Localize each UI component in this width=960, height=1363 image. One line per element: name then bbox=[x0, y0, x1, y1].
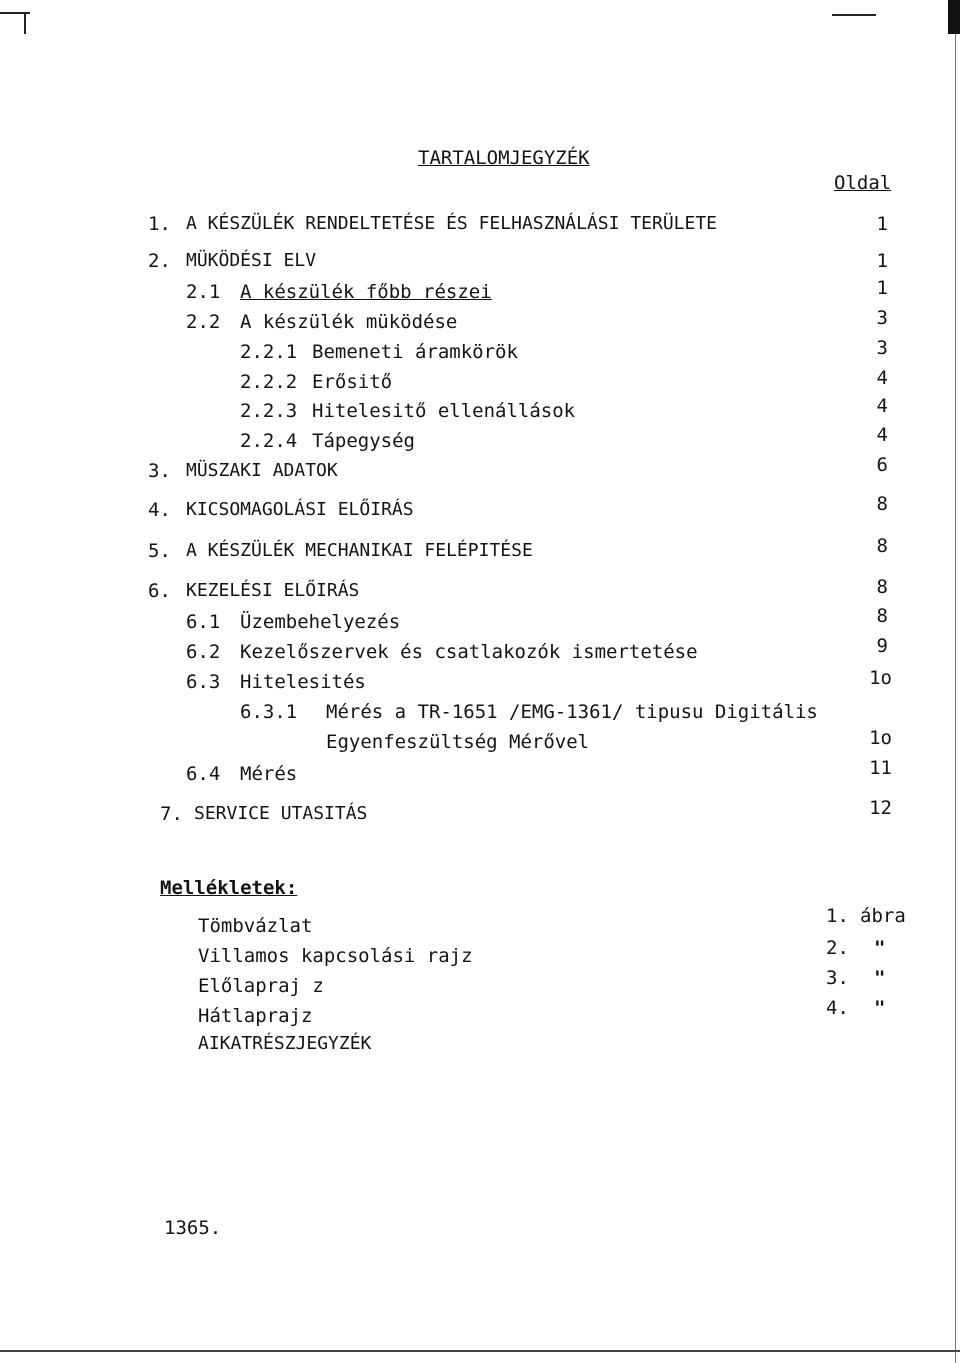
toc-num: 3. bbox=[148, 460, 171, 482]
attachment-type: " bbox=[874, 997, 886, 1019]
scan-edge-mark-top-left-vert bbox=[24, 12, 26, 34]
attachment-label: AIKATRÉSZJEGYZÉK bbox=[198, 1033, 372, 1054]
document-code: 1365. bbox=[164, 1217, 222, 1239]
toc-num: 2.2.2 bbox=[240, 371, 298, 393]
attachment-label: Előlapraj z bbox=[198, 975, 324, 997]
toc-page: 3 bbox=[876, 307, 888, 329]
attachment-num: 3. bbox=[826, 967, 849, 989]
toc-label: Kezelőszervek és csatlakozók ismertetése bbox=[240, 641, 698, 663]
toc-page: 6 bbox=[876, 454, 888, 476]
toc-page: 9 bbox=[876, 635, 888, 657]
attachment-num: 1. bbox=[826, 905, 849, 927]
toc-label: Üzembehelyezés bbox=[240, 611, 401, 633]
toc-num: 6.3.1 bbox=[240, 701, 298, 723]
toc-num: 2.1 bbox=[186, 281, 221, 303]
toc-label: A készülék müködése bbox=[240, 311, 458, 333]
toc-page: 8 bbox=[876, 576, 888, 598]
toc-page: 4 bbox=[876, 367, 888, 389]
page-column-header: Oldal bbox=[834, 172, 892, 194]
toc-num: 2.2 bbox=[186, 311, 221, 333]
toc-num: 6.3 bbox=[186, 671, 221, 693]
toc-page: 4 bbox=[876, 395, 888, 417]
attachment-num: 2. bbox=[826, 937, 849, 959]
toc-page: 4 bbox=[876, 424, 888, 446]
toc-num: 2. bbox=[148, 250, 171, 272]
toc-num: 2.2.1 bbox=[240, 341, 298, 363]
attachment-label: Hátlaprajz bbox=[198, 1005, 313, 1027]
attachments-header: Mellékletek: bbox=[160, 877, 298, 899]
scan-edge-right-border bbox=[955, 34, 956, 1363]
toc-num: 4. bbox=[148, 499, 171, 521]
toc-page: 3 bbox=[876, 337, 888, 359]
attachment-type: " bbox=[874, 967, 886, 989]
toc-label: Egyenfeszültség Mérővel bbox=[326, 731, 590, 753]
toc-num: 6.4 bbox=[186, 763, 221, 785]
toc-label: KICSOMAGOLÁSI ELŐIRÁS bbox=[186, 499, 414, 520]
toc-label: Mérés a TR-1651 /EMG-1361/ tipusu Digitális bbox=[326, 701, 818, 723]
toc-label: Erősitő bbox=[312, 371, 393, 393]
toc-num: 2.2.3 bbox=[240, 400, 298, 422]
toc-page: 11 bbox=[869, 757, 892, 779]
toc-num: 6. bbox=[148, 580, 171, 602]
toc-page: 8 bbox=[876, 605, 888, 627]
toc-label: KEZELÉSI ELŐIRÁS bbox=[186, 580, 360, 601]
toc-num: 1. bbox=[148, 213, 171, 235]
toc-num: 6.2 bbox=[186, 641, 221, 663]
toc-page: 1o bbox=[869, 727, 892, 749]
scan-edge-bottom bbox=[0, 1350, 960, 1352]
toc-page: 1 bbox=[876, 250, 888, 272]
toc-page: 1 bbox=[876, 213, 888, 235]
toc-page: 8 bbox=[876, 493, 888, 515]
attachment-num: 4. bbox=[826, 997, 849, 1019]
toc-label: Mérés bbox=[240, 763, 298, 785]
toc-label: MÜKÖDÉSI ELV bbox=[186, 250, 317, 271]
toc-num: 5. bbox=[148, 540, 171, 562]
scan-edge-mark-right bbox=[948, 0, 960, 34]
toc-label: Hitelesitő ellenállások bbox=[312, 400, 576, 422]
toc-label: A KÉSZÜLÉK MECHANIKAI FELÉPITÉSE bbox=[186, 540, 533, 561]
toc-label: Bemeneti áramkörök bbox=[312, 341, 518, 363]
toc-page: 8 bbox=[876, 535, 888, 557]
toc-label: A KÉSZÜLÉK RENDELTETÉSE ÉS FELHASZNÁLÁSI TERÜLETE bbox=[186, 213, 718, 234]
toc-label: A készülék főbb részei bbox=[240, 281, 492, 303]
toc-num: 2.2.4 bbox=[240, 430, 298, 452]
scan-edge-mark-top-right bbox=[832, 14, 876, 16]
toc-num: 6.1 bbox=[186, 611, 221, 633]
toc-num: 7. bbox=[160, 803, 183, 825]
toc-page: 1o bbox=[869, 667, 892, 689]
attachment-type: ábra bbox=[860, 905, 906, 927]
toc-page: 1 bbox=[876, 277, 888, 299]
toc-label: Hitelesités bbox=[240, 671, 366, 693]
attachment-label: Villamos kapcsolási rajz bbox=[198, 945, 473, 967]
toc-page: 12 bbox=[869, 797, 892, 819]
toc-label: Tápegység bbox=[312, 430, 415, 452]
page-title: TARTALOMJEGYZÉK bbox=[418, 147, 590, 169]
toc-label: SERVICE UTASITÁS bbox=[194, 803, 368, 824]
toc-label: MÜSZAKI ADATOK bbox=[186, 460, 338, 481]
attachment-label: Tömbvázlat bbox=[198, 915, 313, 937]
attachment-type: " bbox=[874, 937, 886, 959]
